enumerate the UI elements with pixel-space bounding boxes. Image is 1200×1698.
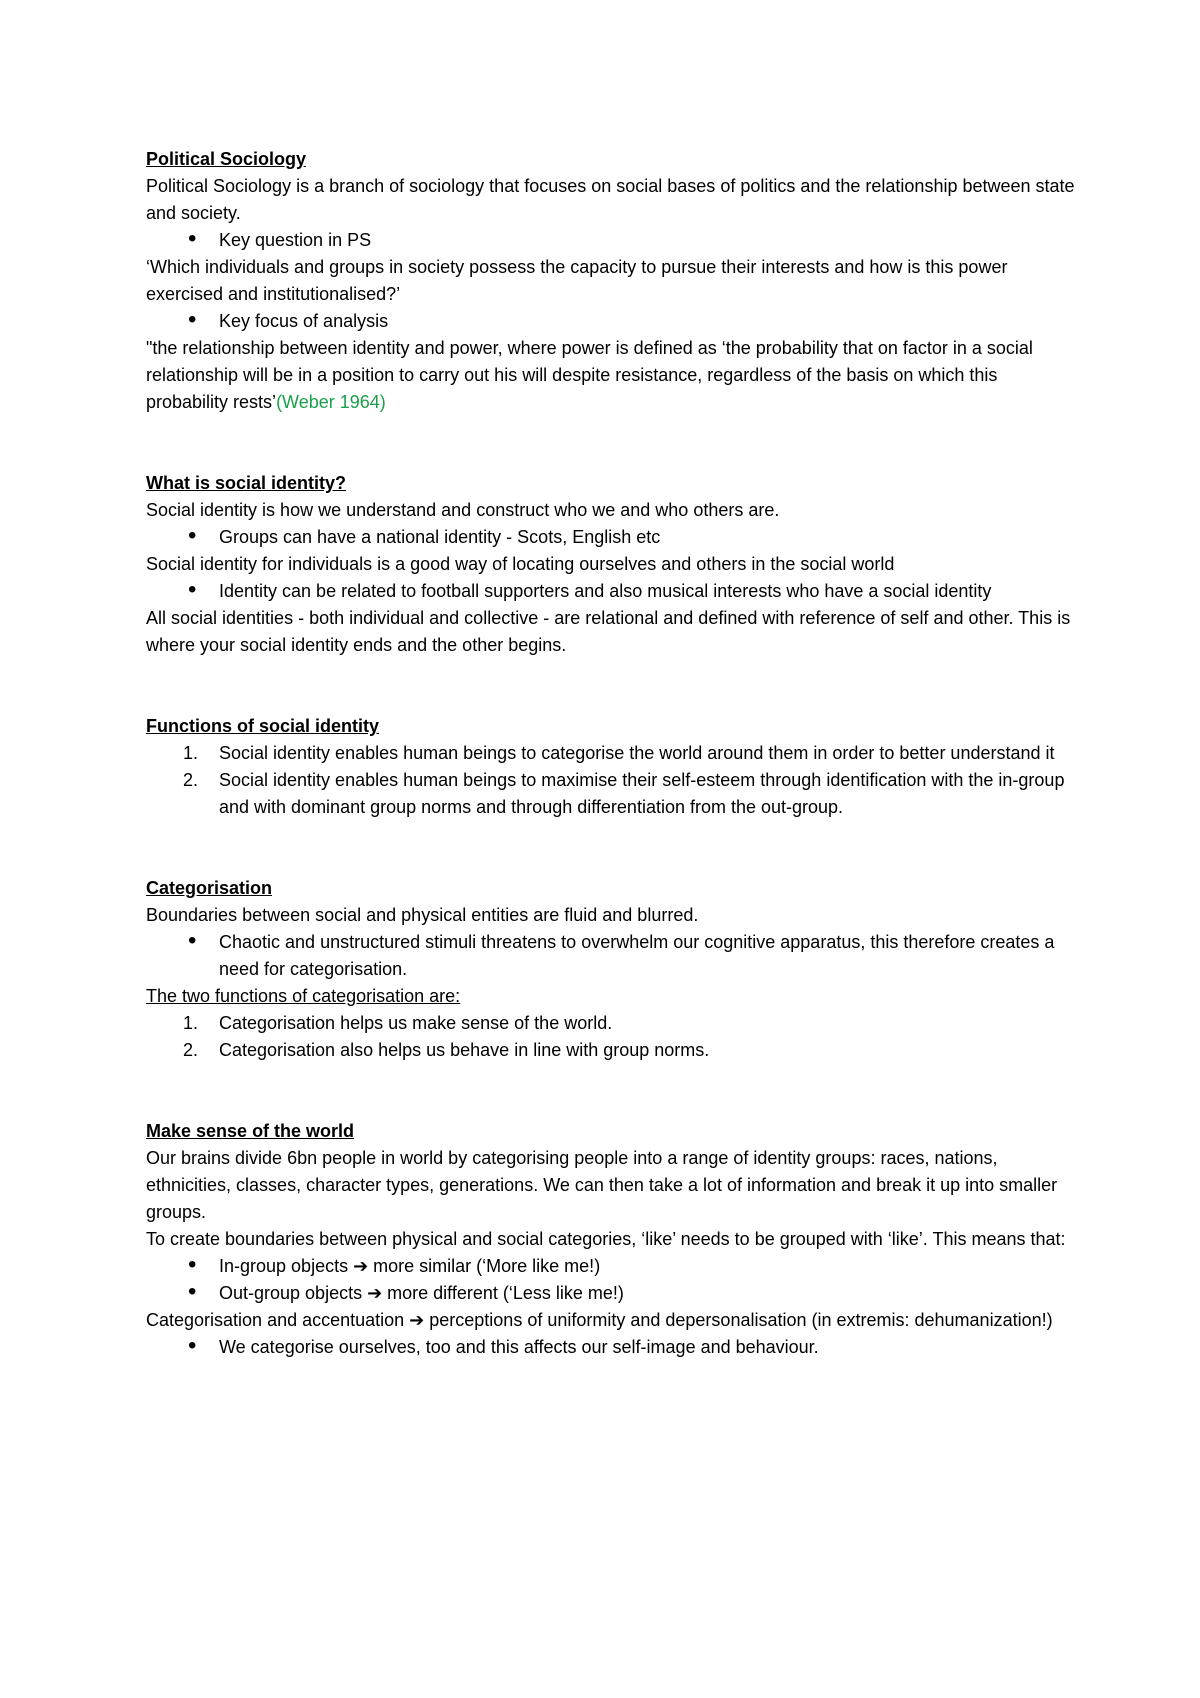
section-political-sociology — [146, 146, 1076, 416]
bullet-list — [146, 1253, 1076, 1307]
bullet-item: • Groups can have a national identity - Scots, English etc — [188, 524, 1076, 551]
numbered-list — [146, 740, 1076, 821]
bullet-list — [146, 929, 1076, 983]
section-heading: Political Sociology — [146, 149, 307, 169]
bullet-item: • Identity can be related to football supporters and also musical interests who have a social identity — [188, 578, 1076, 605]
item-text: Social identity enables human beings to categorise the world around them in order to better understand it — [219, 743, 1055, 763]
bullet-item: • Key focus of analysis — [188, 308, 1076, 335]
paragraph: Political Sociology is a branch of sociology that focuses on social bases of politics and the relationship between state and society. — [146, 176, 1075, 223]
item-text: Categorisation helps us make sense of the world. — [219, 1013, 613, 1033]
section-heading: Make sense of the world — [146, 1121, 355, 1141]
spacer — [146, 1064, 1076, 1118]
numbered-item — [183, 767, 1076, 821]
paragraph: Categorisation and accentuation ➔ perceptions of uniformity and depersonalisation (in extremis: dehumanization!) — [146, 1310, 1053, 1330]
item-text: Social identity enables human beings to maximise their self-esteem through identification with the in-group and with dominant group norms and through differentiation from the out-group. — [219, 770, 1065, 817]
numbered-item — [183, 1010, 1076, 1037]
bullet-list — [146, 524, 1076, 551]
paragraph: Boundaries between social and physical entities are fluid and blurred. — [146, 905, 699, 925]
bullet-list — [146, 1334, 1076, 1361]
spacer — [146, 821, 1076, 875]
bullet-list — [146, 578, 1076, 605]
paragraph: All social identities - both individual and collective - are relational and defined with reference of self and other. This is where your social identity ends and the other begins. — [146, 608, 1071, 655]
bullet-list — [146, 308, 1076, 335]
numbered-item — [183, 740, 1076, 767]
section-make-sense — [146, 1118, 1076, 1361]
section-categorisation — [146, 875, 1076, 1064]
item-number: 2. — [183, 770, 199, 790]
quote-paragraph: ‘Which individuals and groups in society possess the capacity to pursue their interests and how is this power exercised and institutionalised?’ — [146, 257, 1008, 304]
weber-quote-text: "the relationship between identity and power, where power is defined as ‘the probability that on factor in a social relationship will be in a position to carry out his will despite resistance, regardless of the basis on which this probability rests’ — [146, 338, 1033, 412]
section-heading: Categorisation — [146, 878, 273, 898]
bullet-item: • Out-group objects ➔ more different (‘Less like me!) — [188, 1280, 1076, 1307]
paragraph: To create boundaries between physical and social categories, ‘like’ needs to be grouped with ‘like’. This means that: — [146, 1229, 1066, 1249]
paragraph: Social identity is how we understand and construct who we and who others are. — [146, 500, 780, 520]
section-heading: What is social identity? — [146, 473, 347, 493]
paragraph: Our brains divide 6bn people in world by categorising people into a range of identity groups: races, nations, ethnicities, classes, character types, generations. We can then take a lot of information and break it up into smaller groups. — [146, 1148, 1058, 1222]
bullet-item: • Key question in PS — [188, 227, 1076, 254]
weber-quote-paragraph — [146, 335, 1076, 416]
paragraph: Social identity for individuals is a good way of locating ourselves and others in the social world — [146, 554, 895, 574]
bullet-list — [146, 227, 1076, 254]
spacer — [146, 416, 1076, 470]
numbered-list — [146, 1010, 1076, 1064]
bullet-item: • Chaotic and unstructured stimuli threatens to overwhelm our cognitive apparatus, this therefore creates a need for categorisation. — [188, 929, 1076, 983]
bullet-item: • In-group objects ➔ more similar (‘More like me!) — [188, 1253, 1076, 1280]
item-number: 1. — [183, 743, 199, 763]
item-text: Categorisation also helps us behave in line with group norms. — [219, 1040, 710, 1060]
section-heading: Functions of social identity — [146, 716, 380, 736]
section-functions — [146, 713, 1076, 821]
section-social-identity — [146, 470, 1076, 659]
document-page — [146, 146, 1076, 1361]
item-number: 2. — [183, 1040, 199, 1060]
bullet-item: • We categorise ourselves, too and this affects our self-image and behaviour. — [188, 1334, 1076, 1361]
weber-citation: (Weber 1964) — [276, 392, 386, 412]
subheading: The two functions of categorisation are: — [146, 986, 461, 1006]
numbered-item — [183, 1037, 1076, 1064]
spacer — [146, 659, 1076, 713]
item-number: 1. — [183, 1013, 199, 1033]
